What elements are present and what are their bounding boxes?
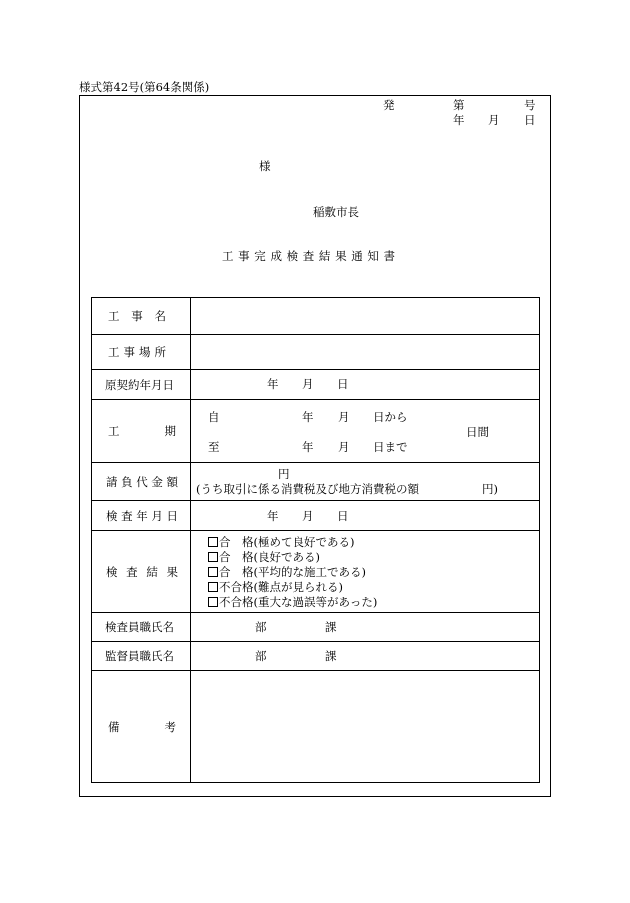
document-title: 工 事 完 成 検 査 結 果 通 知 書	[222, 249, 396, 263]
label-char: 考	[164, 719, 176, 734]
koki-to-nen: 年	[302, 440, 314, 454]
label-char: 備	[108, 719, 120, 734]
header-hi: 日	[524, 113, 536, 127]
label-char: 代	[136, 474, 148, 489]
label-text: 原契約年月日	[105, 377, 174, 392]
row-kensa-kekka	[92, 531, 540, 613]
label-char: 場	[139, 345, 151, 359]
label-text: 検査員職氏名	[105, 620, 174, 634]
nen: 年	[267, 377, 279, 391]
header-gou: 号	[524, 98, 536, 112]
koki-to: 至	[208, 440, 220, 454]
header-hatsu: 発	[383, 98, 395, 112]
label-char: 果	[166, 564, 178, 579]
label-char: 名	[154, 309, 166, 323]
checkbox-icon[interactable]	[208, 597, 218, 607]
label-koki	[92, 400, 191, 463]
ukeoi-tax-note: (うち取引に係る消費税及び地方消費税の額	[196, 482, 419, 496]
row-koki	[92, 400, 540, 463]
bu: 部	[255, 649, 267, 663]
row-kantokuin	[92, 642, 540, 671]
ka: 課	[325, 620, 337, 634]
label-text: 監督員職氏名	[105, 649, 174, 663]
label-char: 査	[126, 564, 138, 579]
label-char: 結	[146, 564, 158, 579]
label-biko	[92, 671, 191, 783]
row-kensain	[92, 613, 540, 642]
checkbox-icon[interactable]	[208, 552, 218, 562]
row-biko	[92, 671, 540, 783]
value-kensain[interactable]	[191, 613, 540, 642]
label-char: 請	[106, 474, 118, 489]
hi: 日	[337, 509, 349, 523]
label-char: 負	[121, 474, 133, 489]
label-gen-keiyaku	[92, 370, 191, 400]
label-char: 検	[106, 508, 118, 523]
ka: 課	[325, 649, 337, 663]
label-char: 金	[151, 474, 163, 489]
tsuki: 月	[302, 377, 314, 391]
result-option-label: 不合格(難点が見られる)	[219, 580, 343, 594]
value-koki[interactable]	[191, 400, 540, 463]
header-dai: 第	[453, 98, 465, 112]
label-ukeoi	[92, 463, 191, 501]
row-gen-keiyaku	[92, 370, 540, 400]
result-option-label: 合 格(良好である)	[219, 550, 320, 564]
koki-to-tsuki: 月	[338, 440, 350, 454]
label-kensa-date	[92, 501, 191, 531]
label-char: 工	[108, 345, 120, 359]
addressee-suffix: 様	[259, 159, 271, 173]
result-option[interactable]	[208, 550, 320, 564]
label-kensa-kekka	[92, 531, 191, 613]
value-kensa-date[interactable]	[191, 501, 540, 531]
row-kensa-date	[92, 501, 540, 531]
label-char: 事	[131, 309, 143, 323]
result-option[interactable]	[208, 580, 343, 594]
bu: 部	[255, 620, 267, 634]
label-char: 査	[121, 508, 133, 523]
koki-days: 日間	[466, 425, 489, 439]
label-char: 額	[166, 474, 178, 489]
checkbox-icon[interactable]	[208, 567, 218, 577]
label-char: 期	[164, 424, 176, 438]
koki-from-nen: 年	[302, 410, 314, 424]
value-koji-mei[interactable]	[191, 298, 540, 335]
label-kantokuin	[92, 642, 191, 671]
value-kantokuin[interactable]	[191, 642, 540, 671]
label-char: 所	[154, 345, 166, 359]
row-koji-basho	[92, 335, 540, 370]
koki-from-tsuki: 月	[338, 410, 350, 424]
koki-from: 自	[208, 410, 220, 424]
row-ukeoi	[92, 463, 540, 501]
label-char: 月	[151, 508, 163, 523]
value-biko[interactable]	[191, 671, 540, 783]
hi: 日	[337, 377, 349, 391]
label-char: 日	[166, 508, 178, 523]
value-gen-keiyaku[interactable]	[191, 370, 540, 400]
koki-from-day: 日から	[373, 410, 408, 424]
row-koji-mei	[92, 298, 540, 335]
tsuki: 月	[302, 509, 314, 523]
result-option[interactable]	[208, 595, 377, 609]
result-option-label: 不合格(重大な過誤等があった)	[219, 595, 378, 609]
result-option-label: 合 格(極めて良好である)	[219, 535, 355, 549]
issuer: 稲敷市長	[313, 205, 359, 219]
header-tsuki: 月	[488, 113, 500, 127]
value-koji-basho[interactable]	[191, 335, 540, 370]
header-nen: 年	[453, 113, 465, 127]
nen: 年	[267, 509, 279, 523]
label-char: 年	[136, 508, 148, 523]
result-option[interactable]	[208, 565, 366, 579]
inspection-table	[91, 297, 540, 783]
label-char: 事	[123, 345, 135, 359]
label-koji-basho	[92, 335, 191, 370]
checkbox-icon[interactable]	[208, 537, 218, 547]
value-ukeoi[interactable]	[191, 463, 540, 501]
label-koji-mei	[92, 298, 191, 335]
checkbox-icon[interactable]	[208, 582, 218, 592]
label-char: 検	[106, 564, 118, 579]
result-option-label: 合 格(平均的な施工である)	[219, 565, 366, 579]
form-number: 様式第42号(第64条関係)	[79, 80, 210, 94]
ukeoi-tax-yen: 円)	[482, 482, 498, 496]
label-char: 工	[108, 309, 120, 323]
result-option[interactable]	[208, 535, 354, 549]
koki-to-day: 日まで	[373, 440, 408, 454]
label-kensain	[92, 613, 191, 642]
ukeoi-yen: 円	[278, 467, 290, 481]
label-char: 工	[108, 424, 120, 438]
value-kensa-kekka	[191, 531, 540, 613]
